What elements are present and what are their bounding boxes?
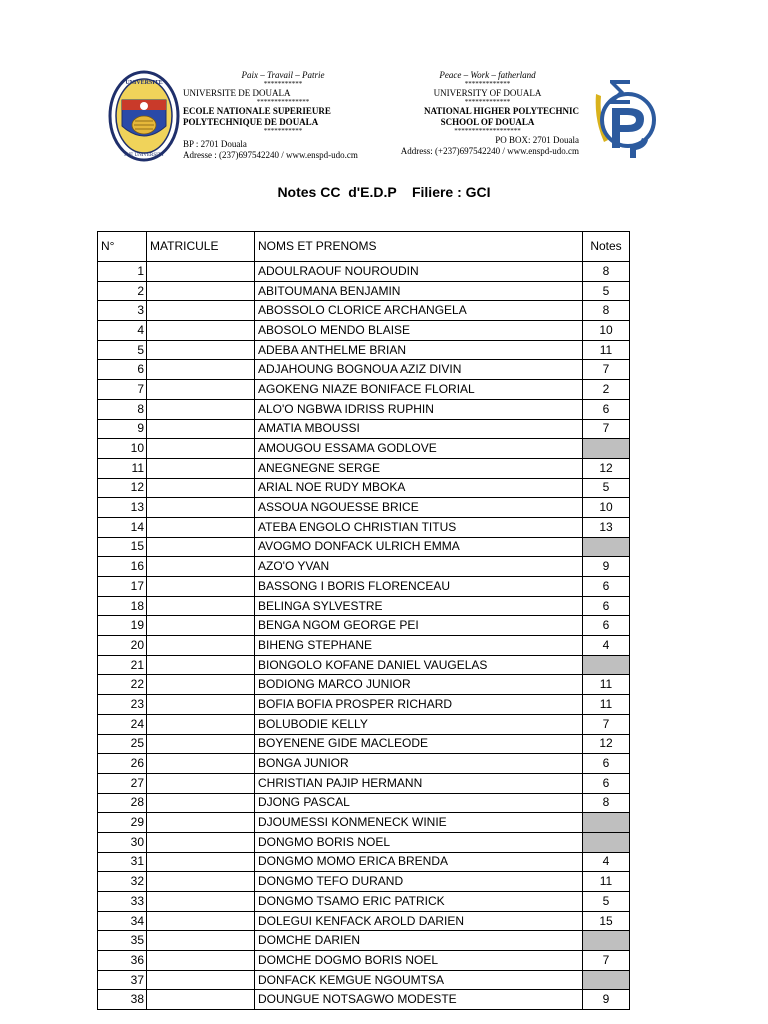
row-note: 7 — [583, 951, 630, 971]
row-student-name: ARIAL NOE RUDY MBOKA — [255, 478, 583, 498]
row-note: 6 — [583, 577, 630, 597]
row-student-name: BODIONG MARCO JUNIOR — [255, 675, 583, 695]
table-row — [98, 911, 630, 931]
school-name-en-2: SCHOOL OF DOUALA — [440, 117, 535, 127]
row-matricule — [147, 990, 255, 1010]
row-number: 38 — [98, 990, 147, 1010]
row-note-missing — [583, 970, 630, 990]
row-number: 28 — [98, 793, 147, 813]
column-header-notes: Notes — [583, 232, 630, 262]
row-number: 6 — [98, 360, 147, 380]
row-matricule — [147, 754, 255, 774]
row-number: 24 — [98, 714, 147, 734]
table-row — [98, 301, 630, 321]
row-student-name: ANEGNEGNE SERGE — [255, 458, 583, 478]
row-number: 21 — [98, 655, 147, 675]
row-matricule — [147, 596, 255, 616]
row-note: 6 — [583, 596, 630, 616]
row-note: 10 — [583, 321, 630, 341]
row-student-name: DOMCHE DOGMO BORIS NOEL — [255, 951, 583, 971]
document-header — [0, 0, 768, 180]
table-row — [98, 832, 630, 852]
table-row — [98, 419, 630, 439]
row-number: 8 — [98, 399, 147, 419]
postal-box-fr: BP : 2701 Douala — [183, 139, 247, 149]
table-row — [98, 498, 630, 518]
table-row — [98, 557, 630, 577]
row-student-name: BIHENG STEPHANE — [255, 636, 583, 656]
row-student-name: ADEBA ANTHELME BRIAN — [255, 340, 583, 360]
university-douala-seal-icon — [108, 70, 180, 162]
row-note: 11 — [583, 695, 630, 715]
row-student-name: AMOUGOU ESSAMA GODLOVE — [255, 439, 583, 459]
table-row — [98, 380, 630, 400]
row-number: 19 — [98, 616, 147, 636]
row-student-name: AZO'O YVAN — [255, 557, 583, 577]
row-number: 36 — [98, 951, 147, 971]
row-matricule — [147, 636, 255, 656]
row-student-name: BOYENENE GIDE MACLEODE — [255, 734, 583, 754]
row-note: 8 — [583, 262, 630, 282]
row-note: 4 — [583, 636, 630, 656]
row-student-name: ABOSSOLO CLORICE ARCHANGELA — [255, 301, 583, 321]
row-number: 27 — [98, 773, 147, 793]
postal-box-en: PO BOX: 2701 Douala — [495, 135, 579, 145]
address-en: Address: (+237)697542240 / www.enspd-udo.cm — [400, 146, 579, 156]
row-student-name: DJONG PASCAL — [255, 793, 583, 813]
row-matricule — [147, 557, 255, 577]
row-number: 18 — [98, 596, 147, 616]
row-student-name: ASSOUA NGOUESSE BRICE — [255, 498, 583, 518]
row-matricule — [147, 773, 255, 793]
row-number: 32 — [98, 872, 147, 892]
table-body — [98, 262, 630, 1010]
row-note: 9 — [583, 990, 630, 1010]
svg-text:THE UNIVERSITY: THE UNIVERSITY — [123, 153, 165, 158]
row-note: 11 — [583, 872, 630, 892]
row-number: 3 — [98, 301, 147, 321]
row-note-missing — [583, 439, 630, 459]
row-matricule — [147, 478, 255, 498]
row-student-name: BOLUBODIE KELLY — [255, 714, 583, 734]
row-student-name: ATEBA ENGOLO CHRISTIAN TITUS — [255, 517, 583, 537]
row-student-name: ABOSOLO MENDO BLAISE — [255, 321, 583, 341]
row-number: 9 — [98, 419, 147, 439]
enspd-logo-icon — [590, 72, 656, 162]
row-number: 17 — [98, 577, 147, 597]
row-matricule — [147, 439, 255, 459]
row-number: 37 — [98, 970, 147, 990]
row-matricule — [147, 537, 255, 557]
row-student-name: BOFIA BOFIA PROSPER RICHARD — [255, 695, 583, 715]
table-row — [98, 695, 630, 715]
row-note: 13 — [583, 517, 630, 537]
row-student-name: BASSONG I BORIS FLORENCEAU — [255, 577, 583, 597]
table-row — [98, 321, 630, 341]
row-number: 5 — [98, 340, 147, 360]
row-matricule — [147, 911, 255, 931]
row-student-name: CHRISTIAN PAJIP HERMANN — [255, 773, 583, 793]
column-header-names: NOMS ET PRENOMS — [255, 232, 583, 262]
row-student-name: AGOKENG NIAZE BONIFACE FLORIAL — [255, 380, 583, 400]
row-matricule — [147, 321, 255, 341]
row-matricule — [147, 301, 255, 321]
row-note: 7 — [583, 419, 630, 439]
row-note: 2 — [583, 380, 630, 400]
row-student-name: BENGA NGOM GEORGE PEI — [255, 616, 583, 636]
row-number: 15 — [98, 537, 147, 557]
row-matricule — [147, 951, 255, 971]
row-student-name: DONGMO BORIS NOEL — [255, 832, 583, 852]
row-matricule — [147, 262, 255, 282]
table-row — [98, 399, 630, 419]
svg-text:UNIVERSITE: UNIVERSITE — [125, 80, 163, 86]
row-note: 11 — [583, 340, 630, 360]
column-header-matricule: MATRICULE — [147, 232, 255, 262]
row-number: 35 — [98, 931, 147, 951]
table-row — [98, 616, 630, 636]
row-note: 7 — [583, 360, 630, 380]
separator-stars: *********** — [263, 80, 303, 88]
row-number: 16 — [98, 557, 147, 577]
row-matricule — [147, 793, 255, 813]
table-row — [98, 577, 630, 597]
table-row — [98, 517, 630, 537]
address-fr: Adresse : (237)697542240 / www.enspd-udo.cm — [183, 150, 358, 160]
row-student-name: ADJAHOUNG BOGNOUA AZIZ DIVIN — [255, 360, 583, 380]
separator-stars: ************* — [464, 80, 511, 88]
row-matricule — [147, 695, 255, 715]
separator-stars: *************** — [256, 98, 310, 106]
row-note: 6 — [583, 754, 630, 774]
row-note: 8 — [583, 301, 630, 321]
row-student-name: BELINGA SYLVESTRE — [255, 596, 583, 616]
row-matricule — [147, 832, 255, 852]
table-row — [98, 714, 630, 734]
table-row — [98, 892, 630, 912]
row-student-name: DONFACK KEMGUE NGOUMTSA — [255, 970, 583, 990]
table-row — [98, 754, 630, 774]
row-matricule — [147, 517, 255, 537]
row-matricule — [147, 655, 255, 675]
row-matricule — [147, 281, 255, 301]
row-number: 31 — [98, 852, 147, 872]
table-row — [98, 773, 630, 793]
table-row — [98, 872, 630, 892]
row-matricule — [147, 872, 255, 892]
table-row — [98, 458, 630, 478]
row-matricule — [147, 458, 255, 478]
header-left-french — [183, 70, 383, 161]
table-row — [98, 990, 630, 1010]
table-row — [98, 596, 630, 616]
table-row — [98, 360, 630, 380]
row-student-name: BIONGOLO KOFANE DANIEL VAUGELAS — [255, 655, 583, 675]
row-number: 20 — [98, 636, 147, 656]
row-student-name: DJOUMESSI KONMENECK WINIE — [255, 813, 583, 833]
separator-stars: ******************* — [454, 127, 521, 135]
row-note-missing — [583, 813, 630, 833]
row-note: 9 — [583, 557, 630, 577]
row-note-missing — [583, 537, 630, 557]
row-number: 26 — [98, 754, 147, 774]
table-row — [98, 478, 630, 498]
row-student-name: DONGMO TEFO DURAND — [255, 872, 583, 892]
row-note: 10 — [583, 498, 630, 518]
row-note: 5 — [583, 478, 630, 498]
column-header-number: N° — [98, 232, 147, 262]
row-student-name: DOMCHE DARIEN — [255, 931, 583, 951]
table-row — [98, 951, 630, 971]
row-matricule — [147, 616, 255, 636]
row-number: 34 — [98, 911, 147, 931]
row-student-name: DONGMO TSAMO ERIC PATRICK — [255, 892, 583, 912]
row-matricule — [147, 340, 255, 360]
row-matricule — [147, 892, 255, 912]
row-number: 29 — [98, 813, 147, 833]
table-row — [98, 340, 630, 360]
row-note: 12 — [583, 458, 630, 478]
row-student-name: ABITOUMANA BENJAMIN — [255, 281, 583, 301]
table-row — [98, 655, 630, 675]
row-matricule — [147, 931, 255, 951]
row-matricule — [147, 852, 255, 872]
row-number: 2 — [98, 281, 147, 301]
grades-table — [97, 231, 630, 1010]
row-student-name: AVOGMO DONFACK ULRICH EMMA — [255, 537, 583, 557]
row-note: 15 — [583, 911, 630, 931]
row-matricule — [147, 380, 255, 400]
school-name-fr-1: ECOLE NATIONALE SUPERIEURE — [183, 106, 331, 116]
row-number: 33 — [98, 892, 147, 912]
separator-stars: ************* — [464, 98, 511, 106]
row-note: 4 — [583, 852, 630, 872]
row-matricule — [147, 498, 255, 518]
row-matricule — [147, 577, 255, 597]
row-note: 12 — [583, 734, 630, 754]
row-student-name: AMATIA MBOUSSI — [255, 419, 583, 439]
header-right-english — [396, 70, 579, 157]
table-row — [98, 852, 630, 872]
row-student-name: BONGA JUNIOR — [255, 754, 583, 774]
motto-en: Peace – Work – fatherland — [439, 70, 536, 80]
row-number: 11 — [98, 458, 147, 478]
page-title: Notes CC d'E.D.P Filiere : GCI — [277, 184, 491, 200]
table-row — [98, 970, 630, 990]
table-row — [98, 537, 630, 557]
separator-stars: *********** — [263, 127, 303, 135]
row-student-name: DOLEGUI KENFACK AROLD DARIEN — [255, 911, 583, 931]
row-number: 30 — [98, 832, 147, 852]
row-matricule — [147, 714, 255, 734]
row-number: 23 — [98, 695, 147, 715]
row-note-missing — [583, 832, 630, 852]
row-note: 6 — [583, 616, 630, 636]
row-note-missing — [583, 655, 630, 675]
row-number: 12 — [98, 478, 147, 498]
row-matricule — [147, 399, 255, 419]
row-note: 5 — [583, 281, 630, 301]
school-name-fr-2: POLYTECHNIQUE DE DOUALA — [183, 117, 319, 127]
row-note: 6 — [583, 399, 630, 419]
row-matricule — [147, 734, 255, 754]
school-name-en-1: NATIONAL HIGHER POLYTECHNIC — [423, 106, 579, 116]
row-matricule — [147, 675, 255, 695]
row-note: 5 — [583, 892, 630, 912]
row-note: 11 — [583, 675, 630, 695]
table-row — [98, 793, 630, 813]
university-name-en: UNIVERSITY OF DOUALA — [433, 88, 542, 98]
row-number: 10 — [98, 439, 147, 459]
motto-fr: Paix – Travail – Patrie — [241, 70, 325, 80]
table-row — [98, 281, 630, 301]
row-number: 1 — [98, 262, 147, 282]
row-number: 7 — [98, 380, 147, 400]
row-student-name: DOUNGUE NOTSAGWO MODESTE — [255, 990, 583, 1010]
row-student-name: ADOULRAOUF NOUROUDIN — [255, 262, 583, 282]
row-matricule — [147, 970, 255, 990]
row-student-name: DONGMO MOMO ERICA BRENDA — [255, 852, 583, 872]
table-row — [98, 734, 630, 754]
row-number: 13 — [98, 498, 147, 518]
row-number: 22 — [98, 675, 147, 695]
row-student-name: ALO'O NGBWA IDRISS RUPHIN — [255, 399, 583, 419]
university-name-fr: UNIVERSITE DE DOUALA — [183, 88, 291, 98]
table-row — [98, 813, 630, 833]
table-header-row — [98, 232, 630, 262]
table-row — [98, 675, 630, 695]
row-number: 14 — [98, 517, 147, 537]
row-note: 6 — [583, 773, 630, 793]
table-row — [98, 931, 630, 951]
row-matricule — [147, 360, 255, 380]
row-note: 8 — [583, 793, 630, 813]
table-row — [98, 262, 630, 282]
row-matricule — [147, 813, 255, 833]
row-matricule — [147, 419, 255, 439]
row-number: 25 — [98, 734, 147, 754]
table-row — [98, 636, 630, 656]
row-note: 7 — [583, 714, 630, 734]
table-row — [98, 439, 630, 459]
row-note-missing — [583, 931, 630, 951]
row-number: 4 — [98, 321, 147, 341]
